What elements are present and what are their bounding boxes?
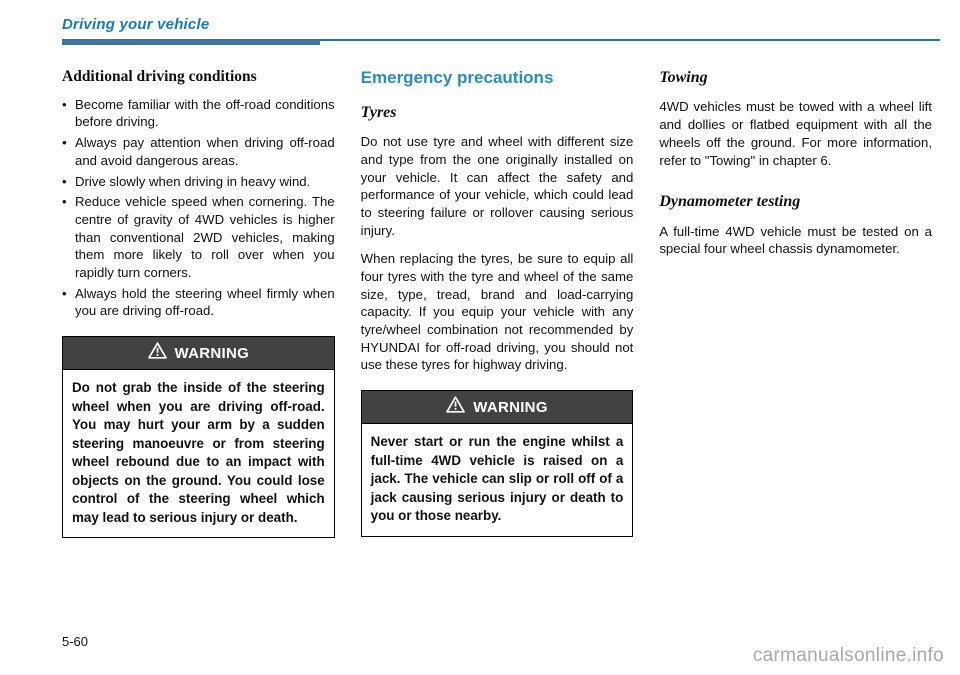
warning-title: WARNING [473,398,548,416]
driving-conditions-list [62,96,335,320]
watermark-text: carmanualsonline.info [752,645,944,666]
subsection-heading-towing: Towing [659,69,708,86]
warning-header [362,391,633,423]
list-item: • Reduce vehicle speed when cornering. The centre of gravity of 4WD vehicles is higher than conventional 2WD vehicles, making them more likely to roll over when you rapidly turn corners. [62,193,335,281]
subsection-heading-tyres: Tyres [360,103,397,121]
list-item: • Always hold the steering wheel firmly when you are driving off-road. [62,285,335,320]
warning-triangle-icon [446,396,465,419]
paragraph: When replacing the tyres, be sure to equip all four tyres with the tyre and wheel of the same size, type, tread, brand and load-carrying capacity. If you equip your vehicle with any tyre/wheel combination not recommended by HYUNDAI for off-road driving, you should not use these tyres for highway driving. [360,251,634,373]
column-1 [62,67,335,538]
page-number: 5-60 [62,634,89,649]
chapter-title: Driving your vehicle [62,16,210,33]
list-item: • Become familiar with the off-road conditions before driving. [62,96,335,131]
warning-text: Do not grab the inside of the steering wheel when you are driving off-road. You may hurt your arm by a sudden steering manoeuvre or from steering wheel rebound due to an impact with objects on the ground. You could lose control of the steering wheel which may lead to serious injury or death. [63,369,334,537]
subsection-heading-dynamometer-testing: Dynamometer testing [659,193,801,211]
warning-text: Never start or run the engine whilst a full-time 4WD vehicle is raised on a jack. The vehicle can slip or roll off of a jack causing serious injury or death to you or those nearby. [362,423,633,536]
column-3 [659,67,932,538]
warning-box-steering [62,336,335,538]
section-dynamometer-testing [659,191,932,258]
page-header [62,16,932,45]
section-towing [659,67,932,169]
column-2 [361,67,634,538]
header-rule [62,39,932,45]
section-heading-additional-driving-conditions: Additional driving conditions [62,68,257,85]
list-item: • Drive slowly when driving in heavy wind. [62,173,335,191]
paragraph: A full-time 4WD vehicle must be tested on a special four wheel chassis dynamometer. [659,223,932,257]
header-rule-thick [62,39,320,45]
list-item: • Always pay attention when driving off-road and avoid dangerous areas. [62,134,335,169]
section-heading-emergency-precautions: Emergency precautions [360,68,554,87]
warning-triangle-icon [148,342,167,365]
paragraph: Do not use tyre and wheel with different size and type from the one originally installed on your vehicle. It can affect the safety and performance of your vehicle, which could lead to steering failure or rollover causing serious injury. [360,134,634,238]
warning-box-jack [361,390,634,537]
content-columns [62,67,932,538]
warning-title: WARNING [174,344,250,362]
paragraph: 4WD vehicles must be towed with a wheel lift and dollies or flatbed equipment with all the wheels off the ground. For more information, refer to "Towing" in chapter 6. [659,99,932,168]
warning-header [63,337,334,369]
